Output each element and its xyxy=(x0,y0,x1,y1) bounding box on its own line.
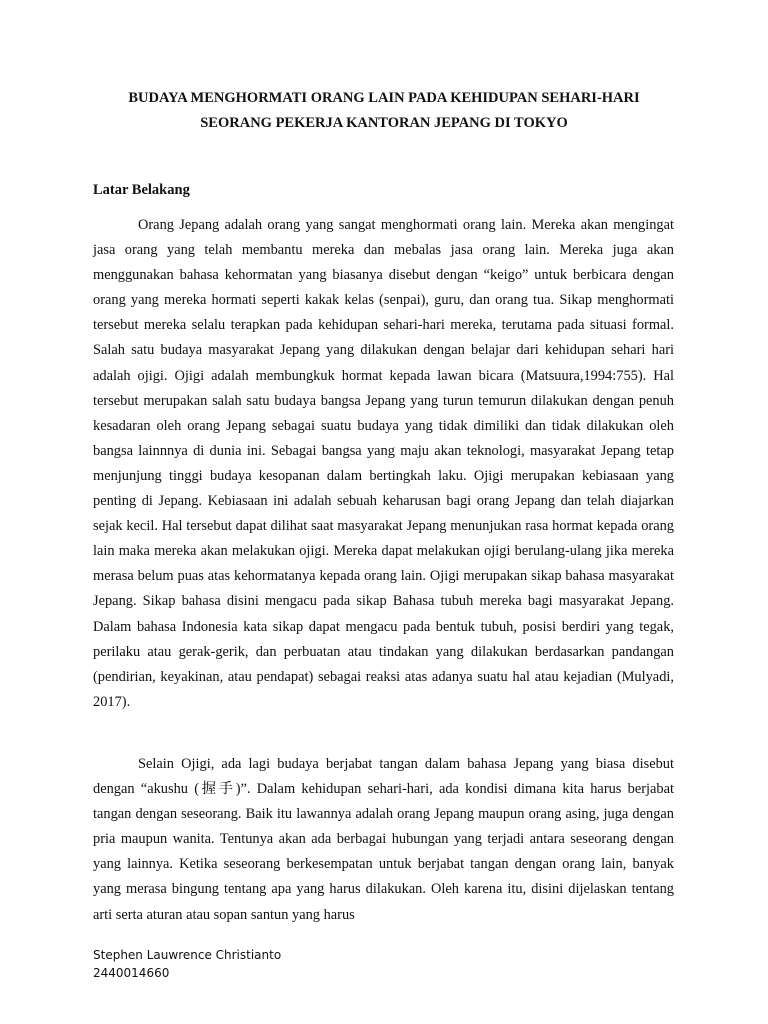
title-line-2: SEORANG PEKERJA KANTORAN JEPANG DI TOKYO xyxy=(200,115,568,131)
document-title xyxy=(90,86,678,136)
footer-student-id: 2440014660 xyxy=(93,966,170,980)
footer-author-name: Stephen Lauwrence Christianto xyxy=(93,948,282,962)
paragraph-2: Selain Ojigi, ada lagi budaya berjabat tangan dalam bahasa Jepang yang biasa disebut dengan “akushu (握手)”. Dalam kehidupan sehari-hari, ada kondisi dimana kita harus berjabat tangan dengan seseorang. Baik itu lawannya adalah orang Jepang maupun orang asing, juga dengan pria maupun wanita. Tentunya akan ada berbagai hubungan yang terjadi antara seseorang dengan yang lainnya. Ketika seseorang berkesempatan untuk berjabat tangan dengan orang lain, banyak yang merasa bingung tentang apa yang harus dilakukan. Oleh karena itu, disini dijelaskan tentang arti serta aturan atau sopan santun yang harus xyxy=(93,756,674,923)
paragraph-1: Orang Jepang adalah orang yang sangat menghormati orang lain. Mereka akan mengingat jasa orang yang telah membantu mereka dan mebalas jasa orang lain. Mereka juga akan menggunakan bahasa kehormatan yang biasanya disebut dengan “keigo” untuk berbicara dengan orang yang mereka hormati seperti kakak kelas (senpai), guru, dan orang tua. Sikap menghormati tersebut mereka selalu terapkan pada kehidupan sehari-hari mereka, terutama pada situasi formal. Salah satu budaya masyarakat Jepang yang dilakukan dengan belajar dari kehidupan sehari hari adalah ojigi. Ojigi adalah membungkuk hormat kepada lawan bicara (Matsuura,1994:755). Hal tersebut merupakan salah satu budaya bangsa Jepang yang turun temurun dilakukan dengan penuh kesadaran oleh orang Jepang sebagai suatu budaya yang tidak dimiliki dan tidak dilakukan oleh bangsa lainnnya di dunia ini. Sebagai bangsa yang maju akan teknologi, masyarakat Jepang tetap menjunjung tinggi budaya kesopanan dalam bertingkah laku. Ojigi merupakan kebiasaan yang penting di Jepang. Kebiasaan ini adalah sebuah keharusan bagi orang Jepang dan telah diajarkan sejak kecil. Hal tersebut dapat dilihat saat masyarakat Jepang menunjukan rasa hormat kepada orang lain maka mereka akan melakukan ojigi. Mereka dapat melakukan ojigi berulang-ulang jika mereka merasa belum puas atas kehormatanya kepada orang lain. Ojigi merupakan sikap bahasa masyarakat Jepang. Sikap bahasa disini mengacu pada sikap Bahasa tubuh mereka bagi masyarakat Jepang. Dalam bahasa Indonesia kata sikap dapat mengacu pada bentuk tubuh, posisi berdiri yang tegak, perilaku atau gerak-gerik, dan perbuatan atau tindakan yang dilakukan berdasarkan pandangan (pendirian, keyakinan, atau pendapat) sebagai reaksi atas adanya suatu hal atau kejadian (Mulyadi, 2017). xyxy=(93,217,674,710)
section-heading: Latar Belakang xyxy=(93,182,190,198)
title-line-1: BUDAYA MENGHORMATI ORANG LAIN PADA KEHIDUPAN SEHARI-HARI xyxy=(128,90,640,106)
page-footer xyxy=(93,946,281,982)
